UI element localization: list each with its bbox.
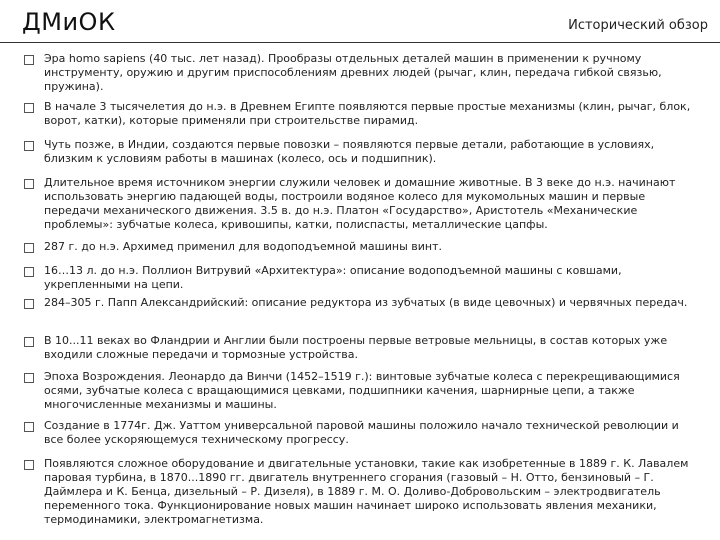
paragraph-text: Появляются сложное оборудование и двигательные установки, такие как изобретенные в 1889 г. К. Лавалем паровая турбина, в 1870...1890 гг. двигатель внутреннего сгорания (газовый – Н. Отто, бензиновый – Г. Даймлера и К. Бенца, дизельный – Р. Дизеля), в 1889 г. М. О. Доливо-Добровольским – электродвигатель переменного тока. Функционирование новых машин начинает широко использовать явления механики, термодинамики, электромагнетизма. [44,457,689,526]
square-bullet-icon [24,267,34,277]
square-bullet-icon [24,373,34,383]
square-bullet-icon [24,337,34,347]
square-bullet-icon [24,460,34,470]
paragraph-text: Чуть позже, в Индии, создаются первые повозки – появляются первые детали, работающие в условиях, близким к условиям работы в машинах (колесо, ось и подшипник). [44,138,655,165]
paragraph-text: В начале 3 тысячелетия до н.э. в Древнем Египте появляются первые простые механизмы (клин, рычаг, блок, ворот, катки), которые применяли при строительстве пирамид. [44,100,691,127]
slide-subtitle: Исторический обзор [568,18,708,33]
paragraph-text: 16…13 л. до н.э. Поллион Витрувий «Архитектура»: описание водоподъемной машины с ковшами, укрепленными на цепи. [44,264,622,291]
paragraph-text: Эпоха Возрождения. Леонардо да Винчи (1452–1519 г.): винтовые зубчатые колеса с перекрещивающимися осями, зубчатые колеса с вращающимися цевками, подшипники качения, шарнирные цепи, а также многочисленные механизмы и машины. [44,370,680,411]
slide-header [0,0,720,44]
paragraph-text: 287 г. до н.э. Архимед применил для водоподъемной машины винт. [44,240,442,253]
square-bullet-icon [24,243,34,253]
square-bullet-icon [24,103,34,113]
square-bullet-icon [24,299,34,309]
square-bullet-icon [24,141,34,151]
square-bullet-icon [24,55,34,65]
header-divider [0,42,720,43]
paragraph-text: В 10...11 веках во Фландрии и Англии были построены первые ветровые мельницы, в состав которых уже входили сложные передачи и тормозные устройства. [44,334,668,361]
paragraph-text: Создание в 1774г. Дж. Уаттом универсальной паровой машины положило начало технической революции и все более ускоряющемуся техническому прогрессу. [44,419,679,446]
paragraph-text: Длительное время источником энергии служили человек и домашние животные. В 3 веке до н.э. начинают использовать энергию падающей воды, построили водяное колесо для мукомольных машин и первые передачи механического движения. 3.5 в. до н.э. Платон «Государство», Аристотель «Механические проблемы»: зубчатые колеса, кривошипы, катки, полиспасты, металлические цапфы. [44,176,676,231]
square-bullet-icon [24,179,34,189]
logo-text: ДМиОК [22,8,116,36]
paragraph-text: Эра homo sapiens (40 тыс. лет назад). Прообразы отдельных деталей машин в применении к ручному инструменту, оружию и другим приспособлениям древних людей (рычаг, клин, передача гибкой связью, пружина). [44,52,662,93]
square-bullet-icon [24,422,34,432]
paragraph-text: 284–305 г. Папп Александрийский: описание редуктора из зубчатых (в виде цевочных) и червячных передач. [44,296,688,309]
